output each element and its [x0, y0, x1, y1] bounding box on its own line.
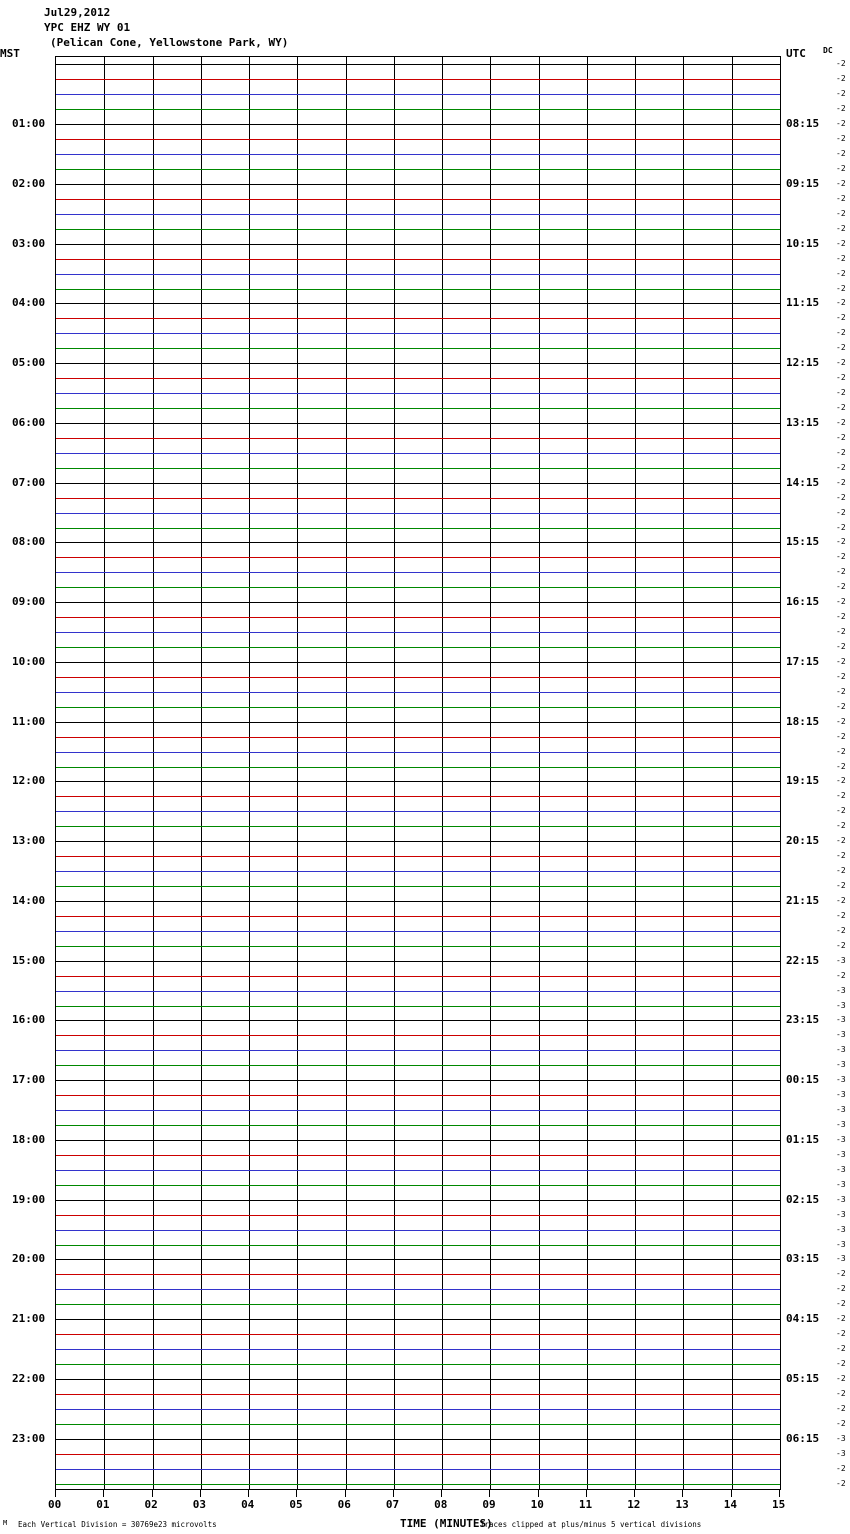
dc-value: -2: [836, 582, 846, 592]
dc-value: -3: [836, 1433, 846, 1443]
x-tick: [393, 1490, 394, 1497]
trace-line: [56, 318, 780, 319]
trace-line: [56, 1200, 780, 1201]
dc-value: -2: [836, 373, 846, 383]
trace-line: [56, 1245, 780, 1246]
dc-value: -2: [836, 492, 846, 502]
trace-line: [56, 1424, 780, 1425]
dc-value: -2: [836, 791, 846, 801]
trace-line: [56, 781, 780, 782]
right-hour-label: 01:15: [786, 1132, 820, 1146]
dc-value: -3: [836, 1120, 846, 1130]
right-hour-label: 20:15: [786, 834, 820, 848]
left-hour-label: 02:00: [12, 176, 46, 190]
trace-line: [56, 483, 780, 484]
dc-value: -2: [836, 462, 846, 472]
dc-value: -3: [836, 955, 846, 965]
header-date: Jul29,2012: [44, 6, 111, 19]
dc-value: -2: [836, 1478, 846, 1488]
trace-line: [56, 124, 780, 125]
x-tick-label: 15: [772, 1498, 786, 1511]
dc-value: -3: [836, 1224, 846, 1234]
x-tick-label: 00: [48, 1498, 62, 1511]
dc-value: -2: [836, 208, 846, 218]
left-hour-label: 23:00: [12, 1431, 46, 1445]
x-tick: [634, 1490, 635, 1497]
right-hour-label: 21:15: [786, 893, 820, 907]
right-hour-label: 09:15: [786, 176, 820, 190]
x-tick: [489, 1490, 490, 1497]
x-tick-label: 08: [434, 1498, 448, 1511]
dc-value: -2: [836, 686, 846, 696]
dc-value: -2: [836, 328, 846, 338]
dc-value: -2: [836, 1299, 846, 1309]
dc-column-label: DC: [823, 46, 833, 55]
right-hour-label: 18:15: [786, 714, 820, 728]
dc-value: -2: [836, 283, 846, 293]
dc-value: -2: [836, 507, 846, 517]
trace-line: [56, 647, 780, 648]
trace-line: [56, 692, 780, 693]
dc-value: -2: [836, 761, 846, 771]
left-hour-label: 05:00: [12, 356, 46, 370]
footer-scale-note: Each Vertical Division = 30769e23 microvolts: [18, 1520, 217, 1529]
dc-value: -2: [836, 1388, 846, 1398]
dc-value: -2: [836, 313, 846, 323]
right-hour-label: 22:15: [786, 953, 820, 967]
x-axis-ticks: [55, 1490, 781, 1500]
trace-line: [56, 244, 780, 245]
trace-line: [56, 931, 780, 932]
dc-value: -2: [836, 417, 846, 427]
trace-line: [56, 348, 780, 349]
trace-line: [56, 662, 780, 663]
dc-value: -3: [836, 985, 846, 995]
x-tick: [296, 1490, 297, 1497]
trace-line: [56, 871, 780, 872]
trace-line: [56, 901, 780, 902]
x-tick: [779, 1490, 780, 1497]
dc-value: -2: [836, 343, 846, 353]
dc-value: -2: [836, 806, 846, 816]
trace-line: [56, 154, 780, 155]
dc-value: -2: [836, 178, 846, 188]
x-tick-label: 01: [96, 1498, 110, 1511]
dc-value: -2: [836, 432, 846, 442]
dc-value: -2: [836, 671, 846, 681]
dc-value: -2: [836, 104, 846, 114]
dc-value: -2: [836, 656, 846, 666]
helicorder-plot[interactable]: [55, 56, 781, 1490]
dc-value: -2: [836, 477, 846, 487]
dc-value: -2: [836, 358, 846, 368]
x-tick: [538, 1490, 539, 1497]
trace-line: [56, 1230, 780, 1231]
dc-value: -3: [836, 1254, 846, 1264]
dc-value: -2: [836, 597, 846, 607]
dc-value: -2: [836, 731, 846, 741]
trace-line: [56, 677, 780, 678]
trace-line: [56, 1050, 780, 1051]
trace-line: [56, 378, 780, 379]
dc-value: -2: [836, 238, 846, 248]
x-tick: [586, 1490, 587, 1497]
trace-line: [56, 991, 780, 992]
trace-line: [56, 363, 780, 364]
trace-line: [56, 1289, 780, 1290]
left-hour-label: 15:00: [12, 953, 46, 967]
right-hour-label: 19:15: [786, 774, 820, 788]
trace-line: [56, 752, 780, 753]
dc-value: -2: [836, 612, 846, 622]
x-tick-label: 03: [192, 1498, 207, 1511]
x-tick-label: 14: [723, 1498, 737, 1511]
trace-line: [56, 1274, 780, 1275]
trace-line: [56, 767, 780, 768]
x-axis-title: TIME (MINUTES): [400, 1517, 493, 1530]
left-hour-label: 06:00: [12, 415, 46, 429]
dc-value: -2: [836, 164, 846, 174]
trace-line: [56, 94, 780, 95]
dc-value: -2: [836, 1463, 846, 1473]
left-hour-label: 08:00: [12, 535, 46, 549]
trace-line: [56, 1319, 780, 1320]
left-hour-label: 22:00: [12, 1371, 46, 1385]
right-hour-label: 05:15: [786, 1371, 820, 1385]
trace-line: [56, 856, 780, 857]
dc-value: -2: [836, 895, 846, 905]
trace-line: [56, 1170, 780, 1171]
right-hour-label: 08:15: [786, 117, 820, 131]
left-hour-label: 13:00: [12, 834, 46, 848]
trace-line: [56, 438, 780, 439]
trace-line: [56, 393, 780, 394]
trace-line: [56, 274, 780, 275]
right-hour-label: 10:15: [786, 236, 820, 250]
dc-value: -2: [836, 940, 846, 950]
trace-line: [56, 1125, 780, 1126]
dc-value: -2: [836, 746, 846, 756]
right-axis-label-utc: UTC: [786, 47, 806, 60]
trace-line: [56, 1334, 780, 1335]
x-tick: [103, 1490, 104, 1497]
dc-value: -3: [836, 1209, 846, 1219]
dc-value: -2: [836, 642, 846, 652]
trace-line: [56, 214, 780, 215]
dc-value: -3: [836, 1060, 846, 1070]
trace-line: [56, 1469, 780, 1470]
dc-value: -2: [836, 1373, 846, 1383]
trace-line: [56, 572, 780, 573]
dc-value: -3: [836, 1030, 846, 1040]
left-hour-label: 12:00: [12, 774, 46, 788]
dc-value: -2: [836, 134, 846, 144]
trace-line: [56, 1065, 780, 1066]
dc-value: -2: [836, 925, 846, 935]
trace-line: [56, 796, 780, 797]
trace-line: [56, 811, 780, 812]
trace-line: [56, 528, 780, 529]
x-tick-label: 09: [482, 1498, 496, 1511]
left-hour-label: 21:00: [12, 1312, 46, 1326]
dc-value: -2: [836, 1284, 846, 1294]
dc-value: -2: [836, 701, 846, 711]
x-tick-label: 05: [289, 1498, 303, 1511]
trace-line: [56, 453, 780, 454]
x-tick-label: 07: [385, 1498, 400, 1511]
trace-line: [56, 1364, 780, 1365]
dc-value: -2: [836, 836, 846, 846]
dc-value: -3: [836, 1105, 846, 1115]
dc-value: -3: [836, 1194, 846, 1204]
trace-line: [56, 542, 780, 543]
trace-line: [56, 707, 780, 708]
trace-line: [56, 722, 780, 723]
right-hour-label: 15:15: [786, 535, 820, 549]
dc-value: -2: [836, 522, 846, 532]
dc-value: -3: [836, 1149, 846, 1159]
left-hour-label: 04:00: [12, 296, 46, 310]
dc-value: -2: [836, 1269, 846, 1279]
dc-value: -2: [836, 1359, 846, 1369]
trace-line: [56, 1140, 780, 1141]
left-hour-label: 16:00: [12, 1013, 46, 1027]
right-hour-label: 17:15: [786, 654, 820, 668]
x-tick: [248, 1490, 249, 1497]
trace-line: [56, 1454, 780, 1455]
trace-line: [56, 169, 780, 170]
dc-value: -2: [836, 119, 846, 129]
x-tick-label: 12: [627, 1498, 641, 1511]
x-tick-label: 06: [337, 1498, 351, 1511]
trace-line: [56, 109, 780, 110]
right-hour-label: 03:15: [786, 1252, 820, 1266]
right-hour-label: 02:15: [786, 1192, 820, 1206]
trace-line: [56, 841, 780, 842]
dc-value: -2: [836, 403, 846, 413]
left-axis-label-mst: MST: [0, 47, 20, 60]
trace-line: [56, 79, 780, 80]
left-hour-label: 10:00: [12, 654, 46, 668]
dc-value: -3: [836, 1448, 846, 1458]
trace-line: [56, 1349, 780, 1350]
trace-line: [56, 1110, 780, 1111]
dc-value: -2: [836, 716, 846, 726]
trace-line: [56, 587, 780, 588]
trace-line: [56, 408, 780, 409]
dc-value: -2: [836, 567, 846, 577]
right-hour-label: 16:15: [786, 595, 820, 609]
dc-value: -2: [836, 1344, 846, 1354]
trace-line: [56, 632, 780, 633]
trace-line: [56, 513, 780, 514]
trace-line: [56, 333, 780, 334]
dc-value: -2: [836, 537, 846, 547]
trace-line: [56, 289, 780, 290]
x-tick-label: 13: [675, 1498, 689, 1511]
right-hour-label: 23:15: [786, 1013, 820, 1027]
dc-value: -2: [836, 866, 846, 876]
trace-line: [56, 468, 780, 469]
trace-line: [56, 886, 780, 887]
dc-value: -2: [836, 447, 846, 457]
trace-line: [56, 139, 780, 140]
trace-line: [56, 64, 780, 65]
dc-value: -2: [836, 1329, 846, 1339]
right-hour-label: 04:15: [786, 1312, 820, 1326]
left-hour-label: 14:00: [12, 893, 46, 907]
dc-value: -2: [836, 74, 846, 84]
trace-line: [56, 1155, 780, 1156]
dc-value: -2: [836, 910, 846, 920]
trace-line: [56, 1304, 780, 1305]
dc-value: -3: [836, 1179, 846, 1189]
trace-line: [56, 229, 780, 230]
trace-line: [56, 916, 780, 917]
dc-value: -2: [836, 1314, 846, 1324]
dc-value: -3: [836, 1239, 846, 1249]
header-channel: YPC EHZ WY 01: [44, 21, 131, 34]
dc-value: -2: [836, 253, 846, 263]
dc-value: -2: [836, 552, 846, 562]
trace-line: [56, 498, 780, 499]
left-hour-label: 11:00: [12, 714, 46, 728]
trace-line: [56, 184, 780, 185]
trace-line: [56, 826, 780, 827]
left-hour-label: 03:00: [12, 236, 46, 250]
trace-line: [56, 1409, 780, 1410]
right-hour-label: 13:15: [786, 415, 820, 429]
left-hour-label: 19:00: [12, 1192, 46, 1206]
trace-line: [56, 602, 780, 603]
dc-value: -3: [836, 1075, 846, 1085]
dc-value: -2: [836, 268, 846, 278]
dc-value: -2: [836, 1418, 846, 1428]
trace-line: [56, 1185, 780, 1186]
x-tick: [345, 1490, 346, 1497]
dc-value: -3: [836, 1134, 846, 1144]
right-hour-label: 11:15: [786, 296, 820, 310]
dc-value: -2: [836, 89, 846, 99]
left-hour-label: 17:00: [12, 1073, 46, 1087]
dc-value: -2: [836, 149, 846, 159]
trace-line: [56, 946, 780, 947]
right-hour-label: 12:15: [786, 356, 820, 370]
left-hour-label: 18:00: [12, 1132, 46, 1146]
dc-value: -3: [836, 1090, 846, 1100]
dc-value: -3: [836, 1164, 846, 1174]
x-tick: [682, 1490, 683, 1497]
dc-value: -2: [836, 193, 846, 203]
trace-line: [56, 1259, 780, 1260]
dc-value: -2: [836, 881, 846, 891]
left-hour-label: 09:00: [12, 595, 46, 609]
footer-clip-note: Traces clipped at plus/minus 5 vertical divisions: [480, 1520, 702, 1529]
dc-value: -2: [836, 298, 846, 308]
dc-value: -2: [836, 776, 846, 786]
x-tick: [200, 1490, 201, 1497]
trace-line: [56, 1095, 780, 1096]
left-hour-label: 07:00: [12, 475, 46, 489]
right-hour-label: 06:15: [786, 1431, 820, 1445]
trace-line: [56, 259, 780, 260]
trace-line: [56, 1035, 780, 1036]
right-hour-label: 00:15: [786, 1073, 820, 1087]
dc-value: -3: [836, 1000, 846, 1010]
x-tick: [441, 1490, 442, 1497]
dc-value: -2: [836, 223, 846, 233]
right-hour-label: 14:15: [786, 475, 820, 489]
trace-line: [56, 737, 780, 738]
trace-line: [56, 961, 780, 962]
trace-line: [56, 617, 780, 618]
trace-line: [56, 1394, 780, 1395]
dc-value: -2: [836, 1403, 846, 1413]
dc-value: -2: [836, 388, 846, 398]
trace-line: [56, 1020, 780, 1021]
trace-line: [56, 1484, 780, 1485]
x-tick: [55, 1490, 56, 1497]
x-tick: [731, 1490, 732, 1497]
trace-line: [56, 199, 780, 200]
trace-line: [56, 1439, 780, 1440]
footer-corner-mark: M: [3, 1519, 8, 1527]
dc-value: -2: [836, 851, 846, 861]
dc-value: -3: [836, 1045, 846, 1055]
x-tick: [152, 1490, 153, 1497]
trace-line: [56, 303, 780, 304]
trace-line: [56, 1215, 780, 1216]
header-location: (Pelican Cone, Yellowstone Park, WY): [50, 36, 289, 49]
trace-line: [56, 1080, 780, 1081]
dc-value: -2: [836, 970, 846, 980]
trace-line: [56, 1006, 780, 1007]
x-tick-label: 11: [578, 1498, 593, 1511]
dc-value: -2: [836, 59, 846, 69]
dc-value: -3: [836, 1015, 846, 1025]
x-tick-label: 04: [241, 1498, 255, 1511]
trace-line: [56, 976, 780, 977]
left-hour-label: 20:00: [12, 1252, 46, 1266]
left-hour-label: 01:00: [12, 117, 46, 131]
trace-line: [56, 557, 780, 558]
dc-value: -2: [836, 627, 846, 637]
trace-line: [56, 423, 780, 424]
dc-value: -2: [836, 821, 846, 831]
trace-line: [56, 1379, 780, 1380]
x-tick-label: 02: [144, 1498, 158, 1511]
x-tick-label: 10: [530, 1498, 544, 1511]
